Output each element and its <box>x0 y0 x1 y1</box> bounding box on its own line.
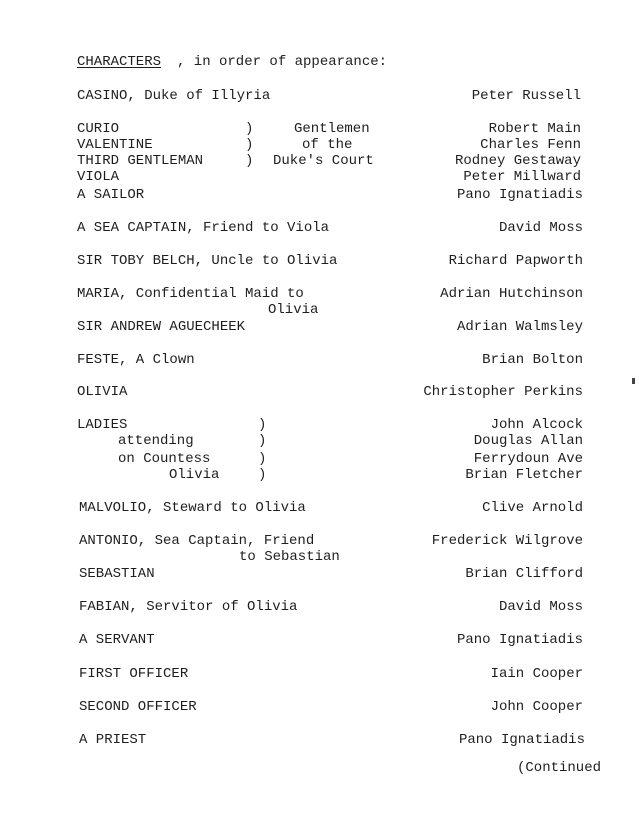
actor-feste: Brian Bolton <box>482 352 583 368</box>
role-andrew: SIR ANDREW AGUECHEEK <box>77 319 246 335</box>
heading-label: CHARACTERS <box>77 54 162 70</box>
actor-first-officer: Iain Cooper <box>490 666 583 682</box>
bracket: ) <box>245 153 254 169</box>
actor-ladies: Brian Fletcher <box>465 467 583 483</box>
role-antonio: ANTONIO, Sea Captain, Friend <box>79 533 315 549</box>
role-antonio-cont: to Sebastian <box>239 549 340 565</box>
role-feste: FESTE, A Clown <box>77 352 195 368</box>
actor-servant: Pano Ignatiadis <box>456 632 583 648</box>
role-toby: SIR TOBY BELCH, Uncle to Olivia <box>77 253 338 269</box>
actor-sebastian: Brian Clifford <box>465 566 583 582</box>
actor-sailor: Pano Ignatiadis <box>456 187 583 203</box>
role-maria: MARIA, Confidential Maid to <box>77 286 304 302</box>
role-olivia: OLIVIA <box>77 384 128 400</box>
role-duke: CASINO, Duke of Illyria <box>77 88 271 104</box>
actor-andrew: Adrian Walmsley <box>456 319 583 335</box>
role-fabian: FABIAN, Servitor of Olivia <box>79 599 298 615</box>
role-valentine: VALENTINE <box>77 137 153 153</box>
role-ladies: on Countess <box>118 451 211 467</box>
actor-antonio: Frederick Wilgrove <box>431 533 583 549</box>
gentlemen-note: Duke's Court <box>273 153 374 169</box>
role-servant: A SERVANT <box>79 632 155 648</box>
actor-ladies: Douglas Allan <box>473 433 583 449</box>
role-second-officer: SECOND OFFICER <box>79 699 197 715</box>
actor-maria: Adrian Hutchinson <box>440 286 583 302</box>
bracket: ) <box>258 467 267 483</box>
gentlemen-note: Gentlemen <box>294 121 370 137</box>
role-ladies: attending <box>118 433 194 449</box>
actor-third-gentleman: Rodney Gestaway <box>454 153 581 169</box>
margin-speck <box>632 378 635 384</box>
role-ladies: Olivia <box>169 467 220 483</box>
role-viola: VIOLA <box>77 169 120 185</box>
bracket: ) <box>258 417 267 433</box>
actor-olivia: Christopher Perkins <box>423 384 583 400</box>
actor-ladies: Ferrydoun Ave <box>473 451 583 467</box>
role-sebastian: SEBASTIAN <box>79 566 155 582</box>
actor-fabian: David Moss <box>498 599 583 615</box>
role-sailor: A SAILOR <box>77 187 145 203</box>
continued-note: (Continued <box>517 760 602 776</box>
actor-valentine: Charles Fenn <box>480 137 581 153</box>
actor-toby: Richard Papworth <box>448 253 583 269</box>
actor-duke: Peter Russell <box>471 88 581 104</box>
role-first-officer: FIRST OFFICER <box>79 666 189 682</box>
role-ladies: LADIES <box>77 417 128 433</box>
actor-sea-captain: David Moss <box>498 220 583 236</box>
role-priest: A PRIEST <box>79 732 147 748</box>
actor-viola: Peter Millward <box>463 169 581 185</box>
role-curio: CURIO <box>77 121 120 137</box>
bracket: ) <box>245 121 254 137</box>
bracket: ) <box>258 433 267 449</box>
actor-second-officer: John Cooper <box>490 699 583 715</box>
heading-rest: , in order of appearance: <box>177 54 388 70</box>
role-malvolio: MALVOLIO, Steward to Olivia <box>79 500 306 516</box>
bracket: ) <box>258 451 267 467</box>
actor-priest: Pano Ignatiadis <box>458 732 585 748</box>
actor-curio: Robert Main <box>488 121 581 137</box>
actor-ladies: John Alcock <box>490 417 583 433</box>
actor-malvolio: Clive Arnold <box>482 500 583 516</box>
role-third-gentleman: THIRD GENTLEMAN <box>77 153 204 169</box>
gentlemen-note: of the <box>302 137 353 153</box>
role-sea-captain: A SEA CAPTAIN, Friend to Viola <box>77 220 330 236</box>
role-maria-cont: Olivia <box>268 302 319 318</box>
bracket: ) <box>245 137 254 153</box>
